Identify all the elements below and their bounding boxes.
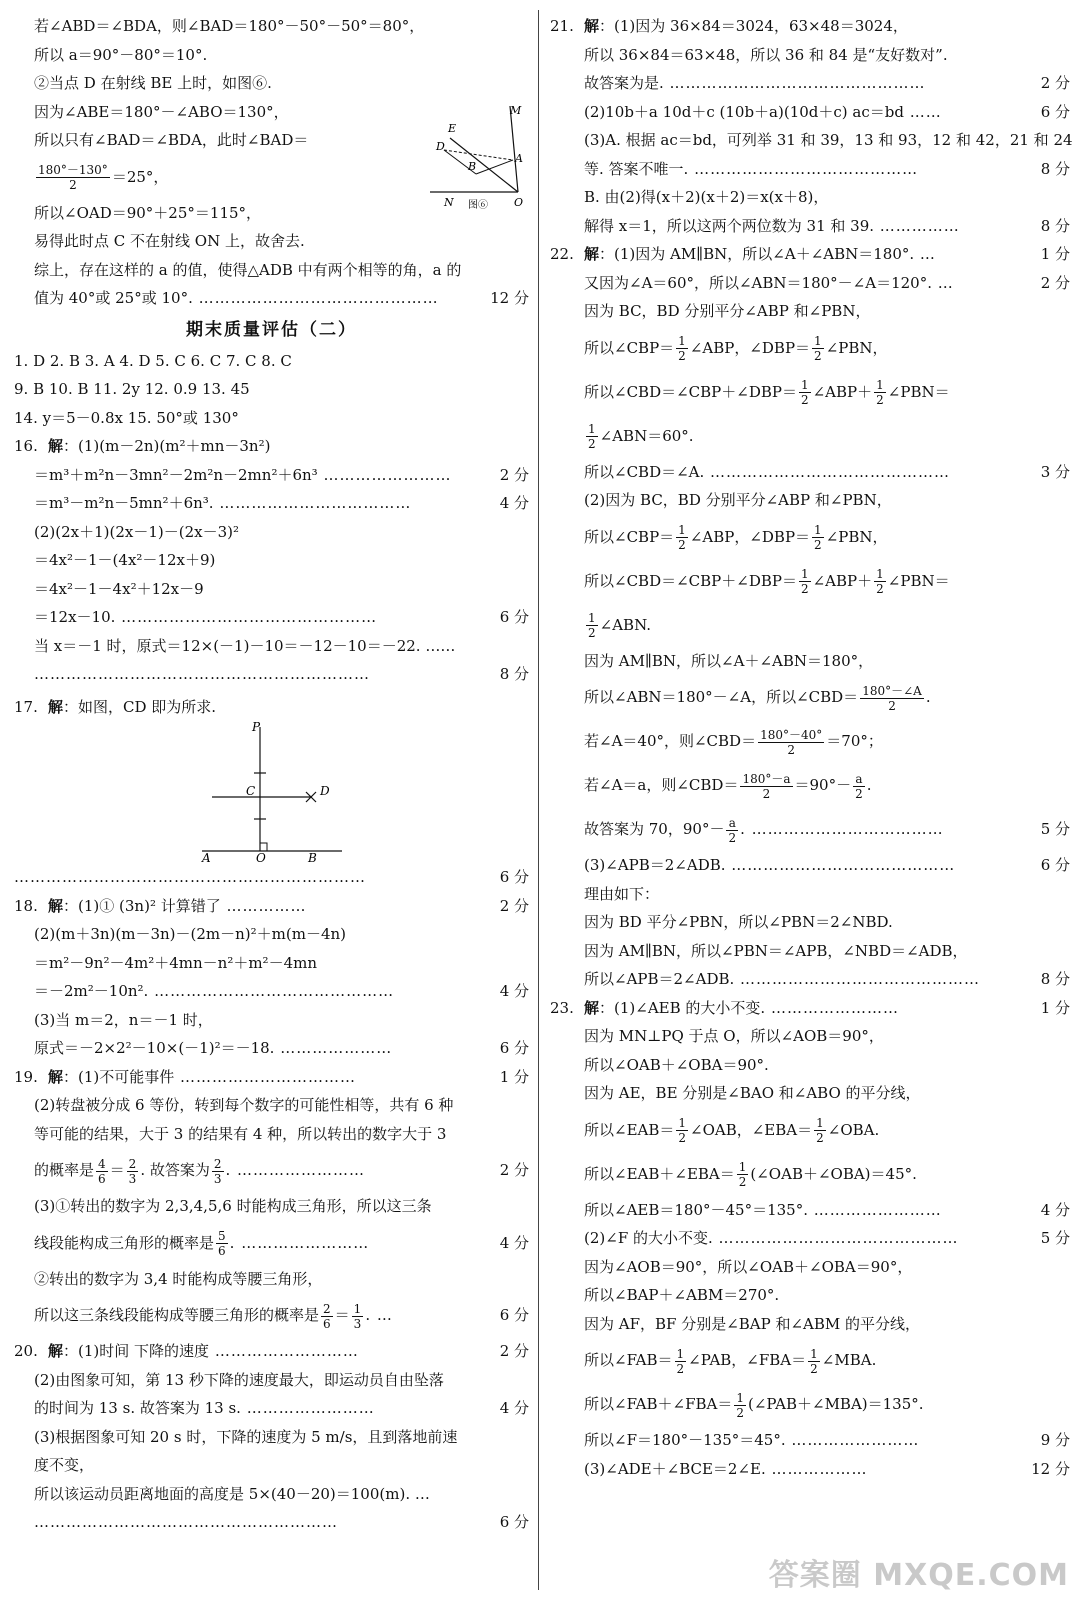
figure-label: P	[252, 721, 261, 734]
text-line: 所以∠CBD＝∠CBP＋∠DBP＝ $\frac{1}{2}$ ∠ABP＋ $\frac{1}{2}$ ∠PBN＝	[584, 378, 950, 407]
score-line: (3)∠APB＝2∠ADB. …………………………………… 6 分	[584, 856, 1070, 874]
watermark: 答案圈 MXQE.COM	[768, 1558, 1069, 1593]
text-line: 因为 AM∥BN，所以∠A＋∠ABN＝180°，	[584, 651, 874, 670]
figure-label: A	[515, 152, 523, 165]
section-title: 期末质量评估（二）	[186, 319, 357, 340]
text-line: 所以 a＝90°－80°＝10°.	[34, 45, 208, 64]
fraction: $\frac{2}{3}$	[213, 1156, 222, 1186]
text-line: 所以∠FAB＋∠FBA＝ $\frac{1}{2}$ (∠PAB＋∠MBA)＝135°.	[584, 1390, 924, 1420]
score-line: (2)10b＋a 10d＋c (10b＋a)(10d＋c) ac＝bd …… 6 分	[584, 102, 1070, 121]
figure-label: O	[256, 851, 266, 863]
question-17: 17. 解：如图，CD 即为所求.	[14, 697, 217, 716]
text-line: 所以∠ABN＝180°－∠A，所以∠CBD＝ $\frac{180^\circ-\angle A}{2}$ .	[584, 683, 931, 713]
fraction: $\frac{1}{2}$	[816, 1116, 824, 1145]
score-line: ………………………………………………… 6 分	[34, 1513, 529, 1531]
text-line: 因为 AF，BF 分别是∠BAP 和∠ABM 的平分线，	[584, 1314, 921, 1333]
text-line: 所以∠BAP＋∠ABM＝270°.	[584, 1286, 780, 1304]
text-line: 所以∠EAB＝ $\frac{1}{2}$ ∠OAB，∠EBA＝ $\frac{1}{2}$ ∠OBA.	[584, 1116, 880, 1145]
figure-label: E	[448, 122, 457, 135]
score-line: 又因为∠A＝60°，所以∠ABN＝180°－∠A＝120°. … 2 分	[584, 273, 1070, 292]
answer-line: 1. D 2. B 3. A 4. D 5. C 6. C 7. C 8. C	[14, 351, 292, 370]
text-line: 若∠A＝40°，则∠CBD＝ $\frac{180^\circ-40^\circ}{2}$ ＝70°；	[584, 727, 883, 757]
score: 12 分	[490, 289, 529, 307]
fraction: $\frac{180^\circ-\angle A}{2}$	[862, 683, 922, 713]
fraction: $\frac{180^\circ-130^\circ}{2}$	[38, 163, 108, 192]
fraction: $\frac{1}{2}$	[810, 1346, 818, 1376]
figure-label: A	[202, 851, 211, 863]
fraction: $\frac{1}{2}$	[800, 567, 809, 596]
fraction: $\frac{1}{2}$	[738, 1160, 747, 1189]
figure-label: C	[246, 784, 256, 798]
score-line: 等. 答案不唯一. …………………………………… 8 分	[584, 159, 1070, 178]
text-line: 因为 BD 平分∠PBN，所以∠PBN＝2∠NBD.	[584, 913, 893, 931]
fraction: $\frac{2}{3}$	[128, 1156, 137, 1186]
score-line: 值为 40°或 25°或 10°. ……………………………………… 12 分	[14, 284, 529, 313]
question-16: 16. 解：(1)(m－2n)(m²＋mn－3n²)	[14, 437, 271, 455]
score-line: 所以∠APB＝2∠ADB. ……………………………………… 8 分	[584, 970, 1070, 988]
text-line: B. 由(2)得(x＋2)(x＋2)＝x(x＋8)，	[584, 188, 829, 206]
text-line: (3)①转出的数字为 2,3,4,5,6 时能构成三角形，所以这三条	[34, 1197, 432, 1215]
fraction: $\frac{180^\circ-40^\circ}{2}$	[760, 727, 823, 757]
score-line: 所以∠AEB＝180°－45°＝135°. …………………… 4 分	[584, 1200, 1070, 1219]
fraction: $\frac{1}{2}$	[814, 334, 822, 363]
text-line: 因为∠AOB＝90°，所以∠OAB＋∠OBA＝90°，	[584, 1257, 913, 1276]
score-line: 的概率是 $\frac{4}{6}$ ＝ $\frac{2}{3}$ . 故答案为 $\frac{2}{3}$ . …………………… 2 分	[34, 1156, 529, 1186]
figure-17-wrap	[14, 721, 529, 863]
text-line: 因为 MN⊥PQ 于点 O，所以∠AOB＝90°，	[584, 1027, 884, 1045]
text-line: $\frac{1}{2}$ ∠ABN.	[588, 611, 651, 640]
score-line: 原式＝－2×2²－10×(－1)²＝－18. ………………… 6 分	[34, 1039, 529, 1057]
text-line: $\frac{180^\circ-130^\circ}{2}$ ＝25°，	[38, 163, 169, 192]
text-line: 所以∠CBP＝ $\frac{1}{2}$ ∠ABP，∠DBP＝ $\frac{1}{2}$ ∠PBN，	[584, 334, 888, 363]
score-line: (3)∠ADE＋∠BCE＝2∠E. ……………… 12 分	[584, 1459, 1070, 1478]
question-19: 19. 解：(1)不可能事件 …………………………… 1 分	[14, 1067, 529, 1086]
fraction: $\frac{a}{2}$	[855, 771, 863, 801]
figure-6	[422, 100, 527, 215]
text-line: (2)因为 BC，BD 分别平分∠ABP 和∠PBN，	[584, 491, 892, 509]
score-line: 解得 x＝1，所以这两个两位数为 31 和 39. …………… 8 分	[584, 216, 1070, 235]
score-line: 故答案为 70，90°－ $\frac{a}{2}$ . ……………………………… 5 分	[584, 815, 1070, 845]
right-column	[550, 12, 1073, 1483]
column-divider	[538, 10, 539, 1590]
fraction: $\frac{1}{2}$	[678, 334, 686, 363]
text-line: ＝4x²－1－4x²＋12x－9	[34, 579, 204, 598]
text-line: 所以∠EAB＋∠EBA＝ $\frac{1}{2}$ (∠OAB＋∠OBA)＝45°.	[584, 1160, 917, 1189]
fraction: $\frac{1}{2}$	[800, 378, 809, 407]
text-line: 所以 36×84＝63×48，所以 36 和 84 是“友好数对”.	[584, 45, 948, 64]
text-line: 因为 BC，BD 分别平分∠ABP 和∠PBN，	[584, 302, 871, 320]
text-line: 所以∠CBD＝∠CBP＋∠DBP＝ $\frac{1}{2}$ ∠ABP＋ $\frac{1}{2}$ ∠PBN＝	[584, 567, 950, 596]
score-line: ＝12x－10. ………………………………………… 6 分	[34, 608, 529, 626]
text-line: 综上，存在这样的 a 的值，使得△ADB 中有两个相等的角，a 的	[34, 260, 462, 279]
fraction: $\frac{1}{2}$	[876, 378, 884, 407]
answer-line: 9. B 10. B 11. 2y 12. 0.9 13. 45	[14, 380, 250, 398]
text-line: 所以∠OAD＝90°＋25°＝115°，	[34, 203, 262, 222]
text-line: 所以只有∠BAD＝∠BDA，此时∠BAD＝	[34, 131, 309, 149]
text-line: ②当点 D 在射线 BE 上时，如图⑥.	[34, 74, 272, 92]
score-line: ＝m³－m²n－5mn²＋6n³. ……………………………… 4 分	[34, 494, 529, 512]
fraction: $\frac{5}{6}$	[218, 1229, 226, 1258]
text-line: 易得此时点 C 不在射线 ON 上，故舍去.	[34, 232, 305, 250]
text-line: ＝m²－9n²－4m²＋4mn－n²＋m²－4mn	[34, 953, 318, 972]
text-line: (2)(2x＋1)(2x－1)－(2x－3)²	[34, 522, 240, 541]
score-line: 的时间为 13 s. 故答案为 13 s. …………………… 4 分	[34, 1399, 529, 1417]
left-column	[14, 12, 529, 1537]
figure-17	[192, 721, 352, 863]
text-line: ＝4x²－1－(4x²－12x＋9)	[34, 551, 216, 569]
text-line: 理由如下：	[584, 884, 660, 903]
answer-line: 14. y＝5－0.8x 15. 50°或 130°	[14, 408, 239, 427]
score-line: ………………………………………………………… 6 分	[14, 868, 529, 886]
score-line: 故答案为是. ………………………………………… 2 分	[584, 74, 1070, 92]
text-line: 所以∠OAB＋∠OBA＝90°.	[584, 1055, 769, 1074]
fraction: $\frac{1}{2}$	[678, 523, 686, 552]
score-line: 线段能构成三角形的概率是 $\frac{5}{6}$ . …………………… 4 分	[34, 1229, 529, 1258]
text-line: (3)当 m＝2，n＝－1 时，	[34, 1010, 213, 1029]
figure-label: D	[436, 140, 445, 153]
fraction: $\frac{1}{2}$	[588, 422, 596, 451]
figure-label: B	[308, 851, 317, 863]
figure-label: O	[514, 196, 524, 209]
text-line: 等可能的结果，大于 3 的结果有 4 种，所以转出的数字大于 3	[34, 1124, 447, 1143]
fraction: $\frac{1}{3}$	[353, 1301, 362, 1331]
fraction: $\frac{4}{6}$	[98, 1156, 106, 1186]
figure-caption: 图⑥	[468, 200, 488, 211]
text-line: 因为 AM∥BN，所以∠PBN＝∠APB，∠NBD＝∠ADB，	[584, 941, 968, 960]
fraction: $\frac{1}{2}$	[876, 567, 884, 596]
question-23: 23. 解：(1)∠AEB 的大小不变. …………………… 1 分	[550, 998, 1070, 1017]
text-line: 所以该运动员距离地面的高度是 5×(40－20)＝100(m). …	[34, 1484, 430, 1503]
text-line: 所以∠CBP＝ $\frac{1}{2}$ ∠ABP，∠DBP＝ $\frac{1}{2}$ ∠PBN，	[584, 523, 888, 552]
question-21: 21. 解：(1)因为 36×84＝3024，63×48＝3024，	[550, 17, 908, 35]
fraction: $\frac{1}{2}$	[814, 523, 822, 552]
figure-label: M	[510, 104, 522, 117]
fraction: $\frac{a}{2}$	[728, 815, 737, 845]
text-line: 所以∠FAB＝ $\frac{1}{2}$ ∠PAB，∠FBA＝ $\frac{1}{2}$ ∠MBA.	[584, 1346, 877, 1376]
score-line: 所以这三条线段能构成等腰三角形的概率是 $\frac{2}{6}$ ＝ $\frac{1}{3}$ . … 6 分	[34, 1301, 529, 1331]
question-20: 20. 解：(1)时间 下降的速度 ……………………… 2 分	[14, 1342, 529, 1360]
score-line: ＝－2m²－10n². ……………………………………… 4 分	[34, 982, 529, 1000]
figure-label: B	[468, 160, 477, 173]
score-line: (2)∠F 的大小不变. ……………………………………… 5 分	[584, 1229, 1070, 1247]
text-line: $\frac{1}{2}$ ∠ABN＝60°.	[588, 422, 694, 451]
fraction: $\frac{2}{6}$	[323, 1301, 331, 1331]
fraction: $\frac{1}{2}$	[678, 1116, 687, 1145]
fraction: $\frac{1}{2}$	[736, 1390, 745, 1420]
text-line: 度不变，	[34, 1456, 95, 1474]
question-18: 18. 解：(1)① (3n)² 计算错了 …………… 2 分	[14, 896, 529, 915]
text-line: (3)根据图象可知 20 s 时，下降的速度为 5 m/s，且到落地前速	[34, 1427, 458, 1446]
figure-label: N	[444, 196, 454, 209]
text-line: (2)(m＋3n)(m－3n)－(2m－n)²＋m(m－4n)	[34, 925, 347, 943]
text-line: 因为∠ABE＝180°－∠ABO＝130°，	[34, 102, 289, 121]
score-line: ＝m³＋m²n－3mn²－2m²n－2mn²＋6n³ …………………… 2 分	[34, 465, 529, 484]
fraction: $\frac{1}{2}$	[588, 611, 596, 640]
text-line: (2)由图象可知，第 13 秒下降的速度最大，即运动员自由坠落	[34, 1370, 444, 1389]
score-line: 所以∠F＝180°－135°＝45°. …………………… 9 分	[584, 1431, 1070, 1449]
text-line: 若∠ABD＝∠BDA，则∠BAD＝180°－50°－50°＝80°，	[34, 17, 425, 35]
text-line: (2)转盘被分成 6 等份，转到每个数字的可能性相等，共有 6 种	[34, 1096, 454, 1114]
fraction: $\frac{1}{2}$	[676, 1346, 685, 1376]
fraction: $\frac{180^\circ-a}{2}$	[742, 771, 791, 801]
text-line: 当 x＝－1 时，原式＝12×(－1)－10＝－12－10＝－22. ……	[34, 636, 456, 655]
score-line: 所以∠CBD＝∠A. ……………………………………… 3 分	[584, 462, 1070, 481]
text-line: 若∠A＝a，则∠CBD＝ $\frac{180^\circ-a}{2}$ ＝90°－ $\frac{a}{2}$ .	[584, 771, 872, 801]
text-line: (3)A. 根据 ac＝bd，可列举 31 和 39，13 和 93，12 和 42，21 和 24	[584, 131, 1073, 149]
score-line: ……………………………………………………… 8 分	[34, 665, 529, 683]
question-22: 22. 解：(1)因为 AM∥BN，所以∠A＋∠ABN＝180°. … 1 分	[550, 245, 1070, 263]
text-line: 因为 AE，BE 分别是∠BAO 和∠ABO 的平分线，	[584, 1084, 921, 1102]
text-line: ②转出的数字为 3,4 时能构成等腰三角形，	[34, 1269, 323, 1288]
figure-label: D	[320, 784, 330, 798]
